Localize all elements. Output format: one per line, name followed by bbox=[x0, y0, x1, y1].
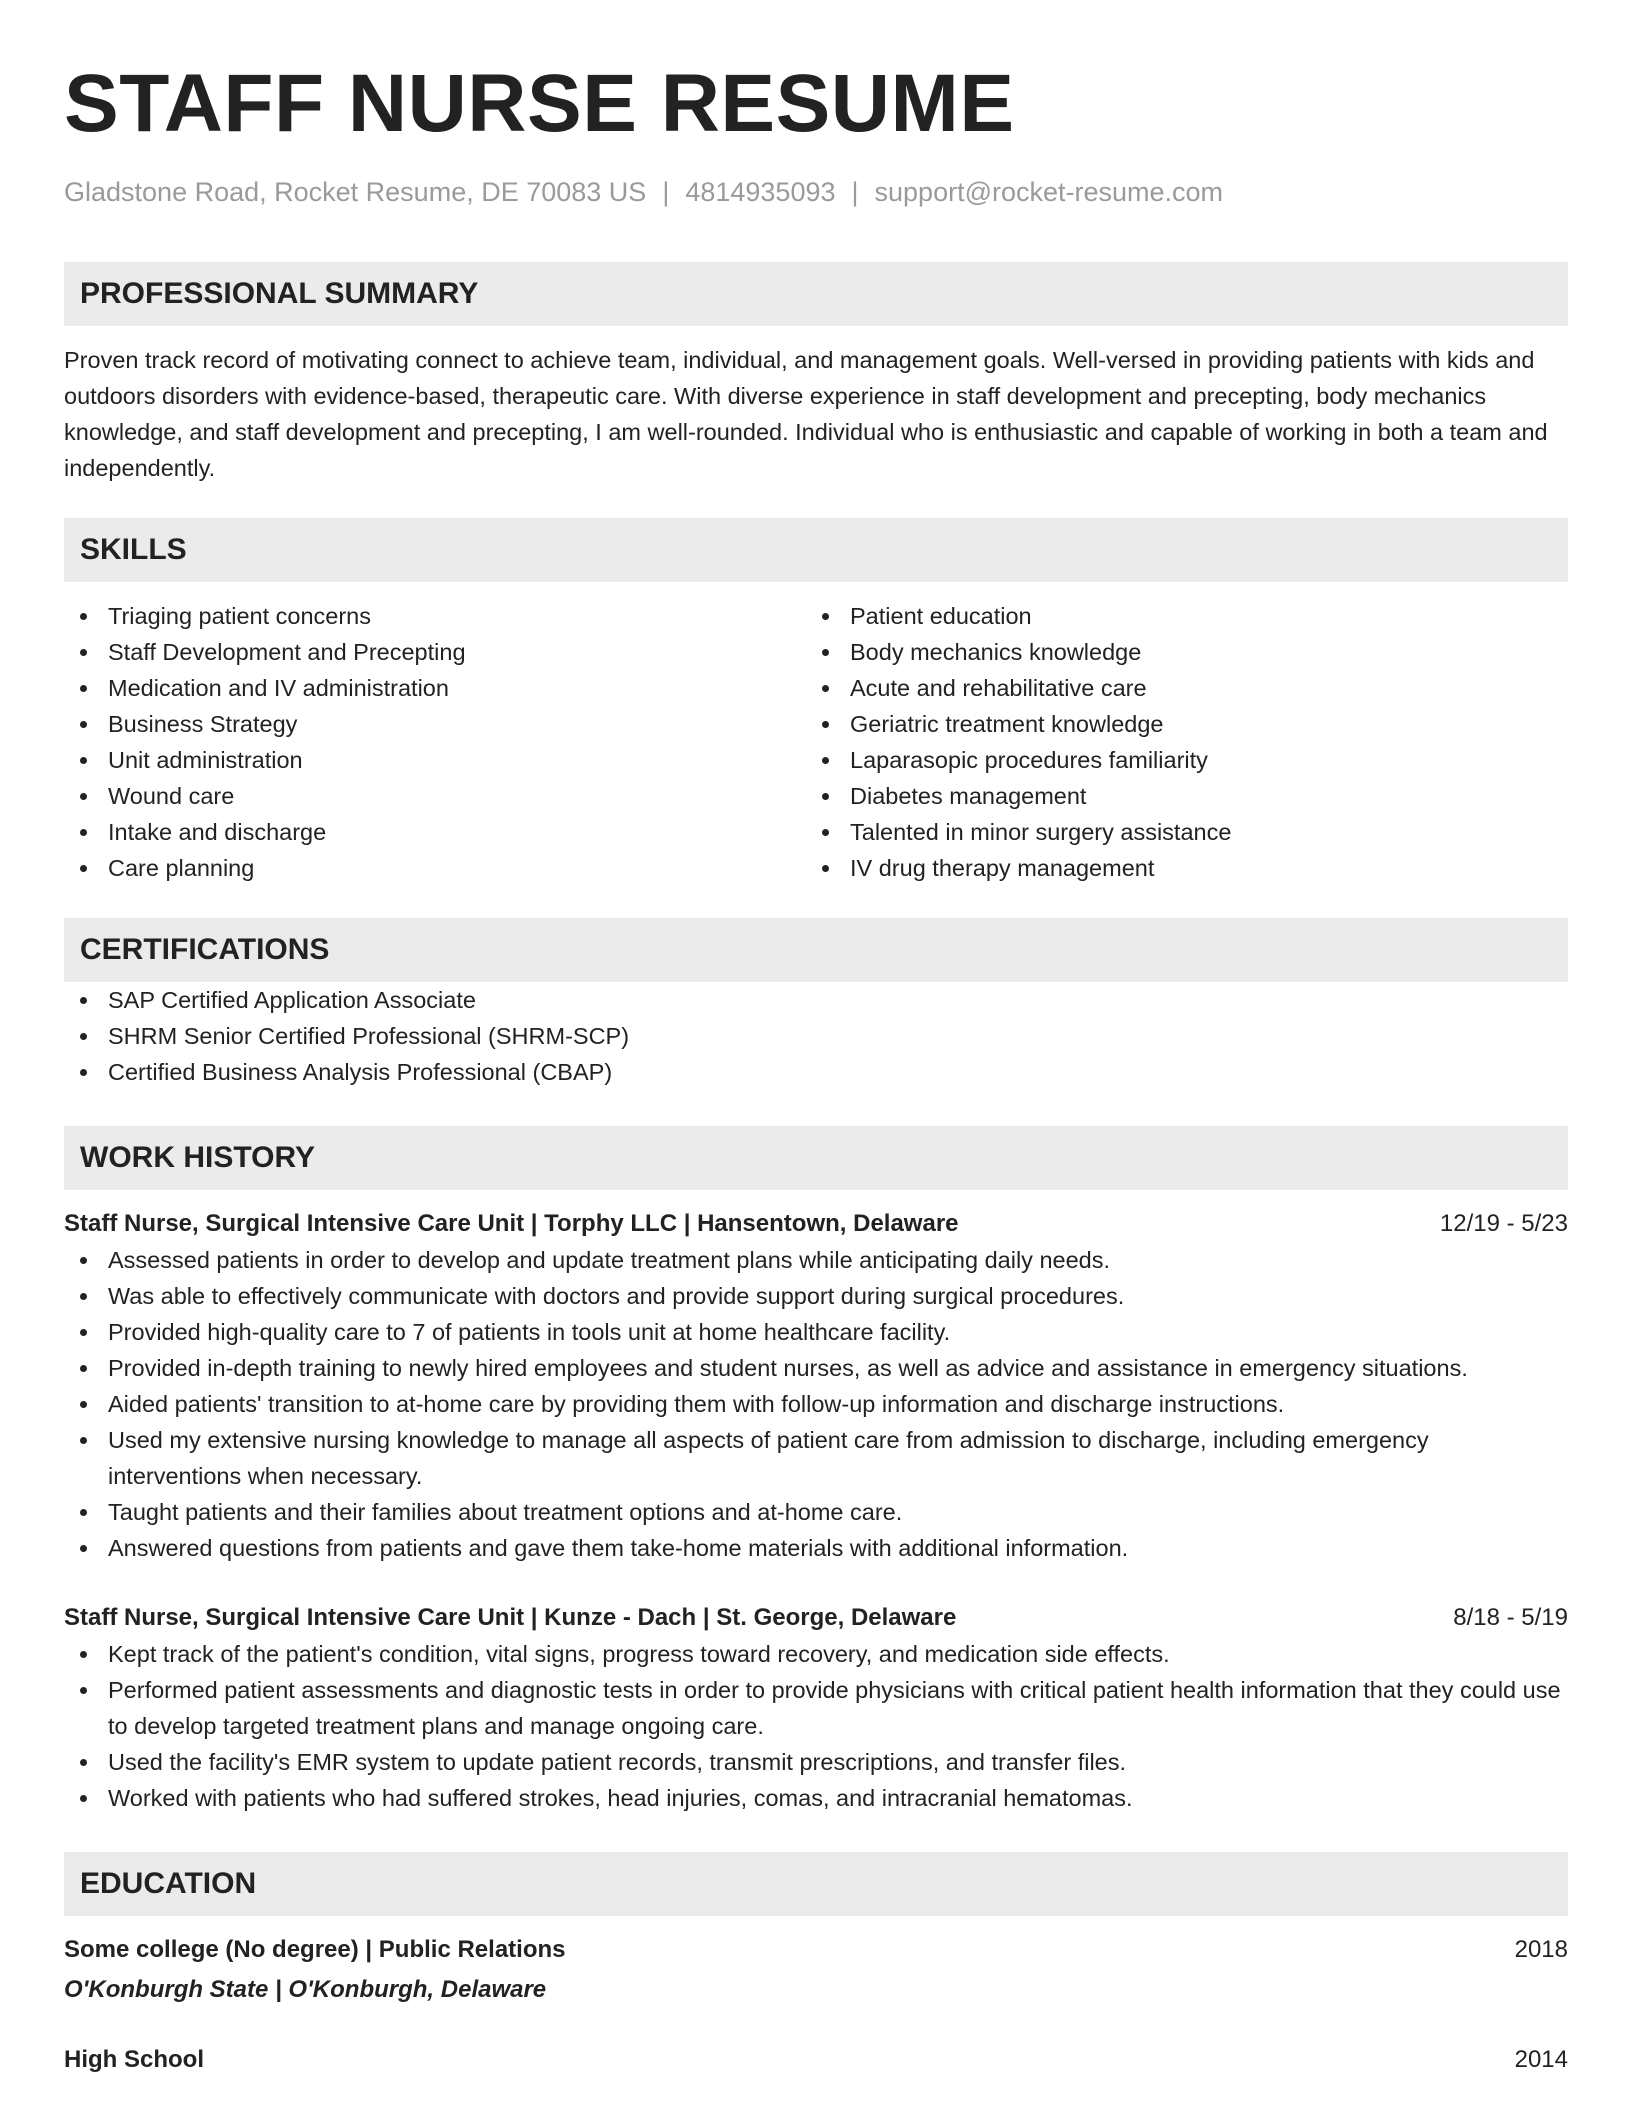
education-year: 2018 bbox=[1514, 1936, 1568, 1963]
section-heading-summary: PROFESSIONAL SUMMARY bbox=[64, 262, 1568, 326]
job-entry bbox=[64, 1600, 1568, 1816]
skills-column-left bbox=[64, 598, 806, 886]
education-header bbox=[64, 2042, 1568, 2078]
certification-item: Certified Business Analysis Professional (CBAP) bbox=[64, 1054, 1568, 1090]
skill-item: Triaging patient concerns bbox=[64, 598, 806, 634]
job-bullet: Assessed patients in order to develop and update treatment plans while anticipating daily needs. bbox=[64, 1242, 1568, 1278]
job-bullet: Kept track of the patient's condition, vital signs, progress toward recovery, and medication side effects. bbox=[64, 1636, 1568, 1672]
skill-item: Geriatric treatment knowledge bbox=[806, 706, 1548, 742]
job-header bbox=[64, 1600, 1568, 1636]
job-bullet: Aided patients' transition to at-home care by providing them with follow-up information and discharge instructions. bbox=[64, 1386, 1568, 1422]
job-title: Staff Nurse, Surgical Intensive Care Unit | Torphy LLC | Hansentown, Delaware bbox=[64, 1210, 959, 1237]
job-bullet: Provided in-depth training to newly hired employees and student nurses, as well as advice and assistance in emergency situations. bbox=[64, 1350, 1568, 1386]
skill-item: Business Strategy bbox=[64, 706, 806, 742]
job-bullet: Worked with patients who had suffered strokes, head injuries, comas, and intracranial hematomas. bbox=[64, 1780, 1568, 1816]
job-bullet: Answered questions from patients and gave them take-home materials with additional information. bbox=[64, 1530, 1568, 1566]
section-heading-work-history: WORK HISTORY bbox=[64, 1126, 1568, 1190]
job-bullet: Taught patients and their families about treatment options and at-home care. bbox=[64, 1494, 1568, 1530]
separator: | bbox=[662, 177, 670, 207]
skills-list bbox=[64, 598, 1568, 886]
education-school: O'Konburgh State | O'Konburgh, Delaware bbox=[64, 1976, 547, 2003]
skill-item: Talented in minor surgery assistance bbox=[806, 814, 1548, 850]
job-bullet: Performed patient assessments and diagnostic tests in order to provide physicians with critical patient health information that they could use to develop targeted treatment plans and manage ongoing care. bbox=[64, 1672, 1568, 1744]
job-bullet: Used my extensive nursing knowledge to manage all aspects of patient care from admission to discharge, including emergency interventions when necessary. bbox=[64, 1422, 1568, 1494]
job-bullet: Used the facility's EMR system to update patient records, transmit prescriptions, and transfer files. bbox=[64, 1744, 1568, 1780]
address: Gladstone Road, Rocket Resume, DE 70083 US bbox=[64, 177, 647, 207]
resume-title: STAFF NURSE RESUME bbox=[64, 58, 1015, 149]
contact-line bbox=[64, 174, 1568, 210]
skill-item: Diabetes management bbox=[806, 778, 1548, 814]
education-degree: High School bbox=[64, 2046, 204, 2073]
skill-item: Unit administration bbox=[64, 742, 806, 778]
education-entry bbox=[64, 1932, 1568, 2008]
education-header bbox=[64, 1932, 1568, 1968]
separator: | bbox=[851, 177, 859, 207]
summary-text: Proven track record of motivating connect to achieve team, individual, and management goals. Well-versed in providing patients with kids and outdoors disorders with evidence-based, therapeutic care. With diverse experience in staff development and precepting, body mechanics knowledge, and staff development and precepting, I am well-rounded. Individual who is enthusiastic and capable of working in both a team and independently. bbox=[64, 347, 1548, 481]
job-title: Staff Nurse, Surgical Intensive Care Unit | Kunze - Dach | St. George, Delaware bbox=[64, 1604, 957, 1631]
skill-item: Staff Development and Precepting bbox=[64, 634, 806, 670]
education-degree: Some college (No degree) | Public Relations bbox=[64, 1936, 566, 1963]
phone: 4814935093 bbox=[685, 177, 836, 207]
skill-item: Intake and discharge bbox=[64, 814, 806, 850]
skill-item: Acute and rehabilitative care bbox=[806, 670, 1548, 706]
job-bullet: Provided high-quality care to 7 of patients in tools unit at home healthcare facility. bbox=[64, 1314, 1568, 1350]
job-bullets bbox=[64, 1242, 1568, 1566]
skill-item: Care planning bbox=[64, 850, 806, 886]
section-heading-skills: SKILLS bbox=[64, 518, 1568, 582]
job-dates: 12/19 - 5/23 bbox=[1439, 1210, 1568, 1237]
skill-item: Body mechanics knowledge bbox=[806, 634, 1548, 670]
job-entry bbox=[64, 1206, 1568, 1566]
job-header bbox=[64, 1206, 1568, 1242]
certification-item: SAP Certified Application Associate bbox=[64, 982, 1568, 1018]
job-bullets bbox=[64, 1636, 1568, 1816]
skill-item: Wound care bbox=[64, 778, 806, 814]
skill-item: IV drug therapy management bbox=[806, 850, 1548, 886]
skill-item: Patient education bbox=[806, 598, 1548, 634]
skills-column-right bbox=[806, 598, 1548, 886]
section-heading-education: EDUCATION bbox=[64, 1852, 1568, 1916]
certifications-list bbox=[64, 982, 1568, 1090]
job-bullet: Was able to effectively communicate with doctors and provide support during surgical procedures. bbox=[64, 1278, 1568, 1314]
section-heading-certifications: CERTIFICATIONS bbox=[64, 918, 1568, 982]
education-year: 2014 bbox=[1514, 2046, 1568, 2073]
resume-page bbox=[64, 0, 1568, 2078]
education-entry bbox=[64, 2042, 1568, 2078]
skill-item: Laparasopic procedures familiarity bbox=[806, 742, 1548, 778]
skill-item: Medication and IV administration bbox=[64, 670, 806, 706]
certification-item: SHRM Senior Certified Professional (SHRM-SCP) bbox=[64, 1018, 1568, 1054]
email: support@rocket-resume.com bbox=[874, 177, 1224, 207]
job-dates: 8/18 - 5/19 bbox=[1453, 1604, 1568, 1631]
